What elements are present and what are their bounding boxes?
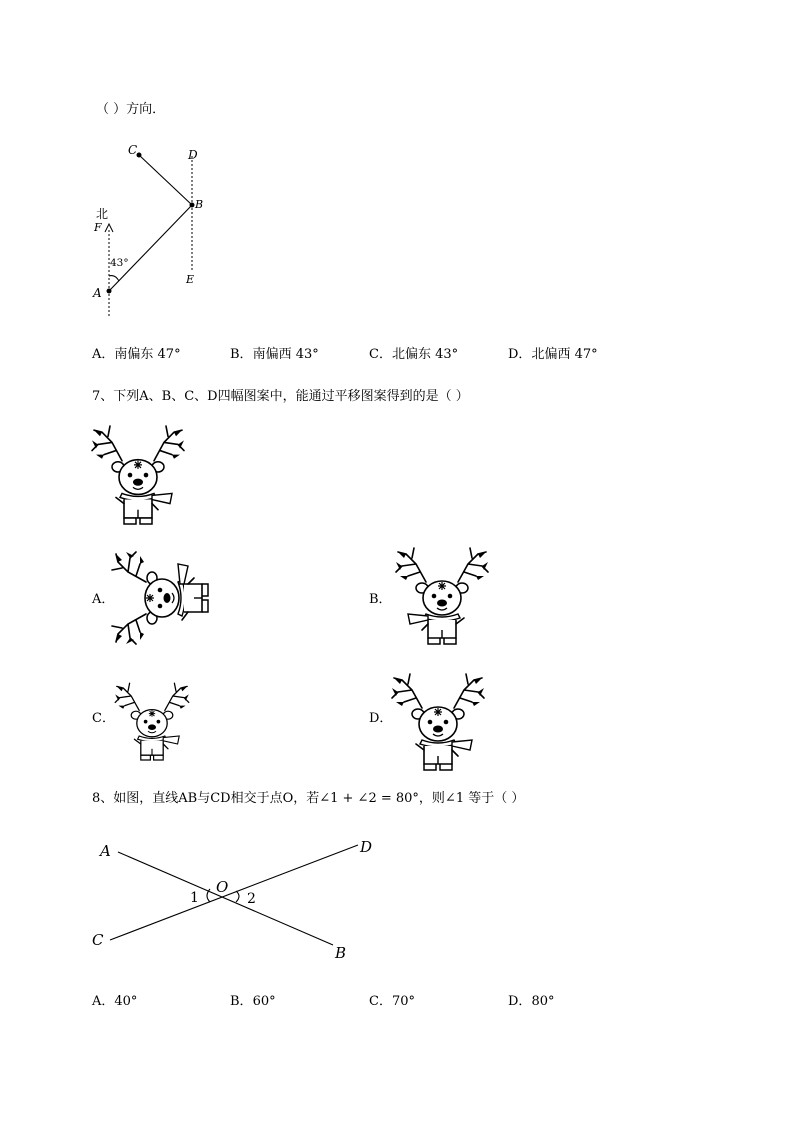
line-cd xyxy=(110,845,358,940)
option-letter: A． xyxy=(92,592,115,607)
q6-direction-figure xyxy=(88,140,228,330)
angle-arc xyxy=(109,276,119,281)
question-7-stem: 7、下列A、B、C、D四幅图案中，能通过平移图案得到的是（ ） xyxy=(92,389,469,404)
label-c: C xyxy=(128,143,138,157)
option-letter: B． xyxy=(230,994,253,1009)
label-angle-2: 2 xyxy=(247,891,256,907)
q7-option-b-flipped-deer-image xyxy=(392,548,492,648)
label-d: D xyxy=(188,148,198,162)
point-c xyxy=(137,153,142,158)
q8-option-d[interactable] xyxy=(508,995,554,1008)
label-north: 北 xyxy=(96,207,109,221)
option-letter: C． xyxy=(92,711,115,726)
option-letter: B． xyxy=(230,347,253,362)
label-o: O xyxy=(216,878,229,896)
angle-2-arc xyxy=(236,891,239,902)
option-text: 60° xyxy=(252,994,276,1009)
label-f: F xyxy=(94,221,102,234)
q6-option-b[interactable] xyxy=(230,348,319,361)
q6-option-d[interactable] xyxy=(508,348,598,361)
q8-option-a[interactable] xyxy=(92,995,137,1008)
q8-option-c[interactable] xyxy=(369,995,415,1008)
option-text: 南偏西 43° xyxy=(252,347,319,362)
label-c: C xyxy=(92,931,104,949)
option-letter: C． xyxy=(369,994,392,1009)
option-letter: D． xyxy=(369,711,393,726)
option-text: 北偏东 43° xyxy=(391,347,459,362)
segment-ab xyxy=(109,205,195,291)
point-a xyxy=(107,289,112,294)
segment-cb xyxy=(139,155,192,205)
q7-option-a-rotated-deer-image xyxy=(108,548,208,648)
label-b: B xyxy=(195,198,204,211)
q8-intersecting-lines-figure xyxy=(88,832,408,972)
q8-option-b[interactable] xyxy=(230,995,276,1008)
option-text: 80° xyxy=(531,994,555,1009)
label-angle-1: 1 xyxy=(190,890,199,906)
option-letter: D． xyxy=(508,347,532,362)
option-text: 北偏西 47° xyxy=(531,347,598,362)
question-8-stem: 8、如图，直线AB与CD相交于点O，若∠1 + ∠2 = 80°，则∠1 等于（ ） xyxy=(92,791,525,806)
option-text: 70° xyxy=(391,994,415,1009)
label-e: E xyxy=(186,273,195,286)
label-angle: 43° xyxy=(110,257,129,269)
option-text: 南偏东 47° xyxy=(114,347,181,362)
option-letter: B． xyxy=(369,592,392,607)
q6-option-a[interactable] xyxy=(92,348,181,361)
question-6-tail: （ ）方向． xyxy=(96,102,166,117)
q6-option-c[interactable] xyxy=(369,348,458,361)
option-letter: D． xyxy=(508,994,532,1009)
q7-option-b[interactable] xyxy=(369,593,392,606)
point-b xyxy=(190,203,195,208)
option-letter: A． xyxy=(92,347,115,362)
original-deer-image xyxy=(88,428,188,528)
label-b: B xyxy=(335,944,347,962)
option-letter: C． xyxy=(369,347,392,362)
option-text: 40° xyxy=(114,994,138,1009)
q7-option-c-small-deer-image xyxy=(112,680,192,760)
option-letter: A． xyxy=(92,994,115,1009)
label-a: A xyxy=(93,286,102,300)
line-ab xyxy=(118,852,333,945)
label-a: A xyxy=(100,842,111,860)
label-d: D xyxy=(360,838,373,856)
q7-option-d-same-deer-image xyxy=(388,670,488,770)
